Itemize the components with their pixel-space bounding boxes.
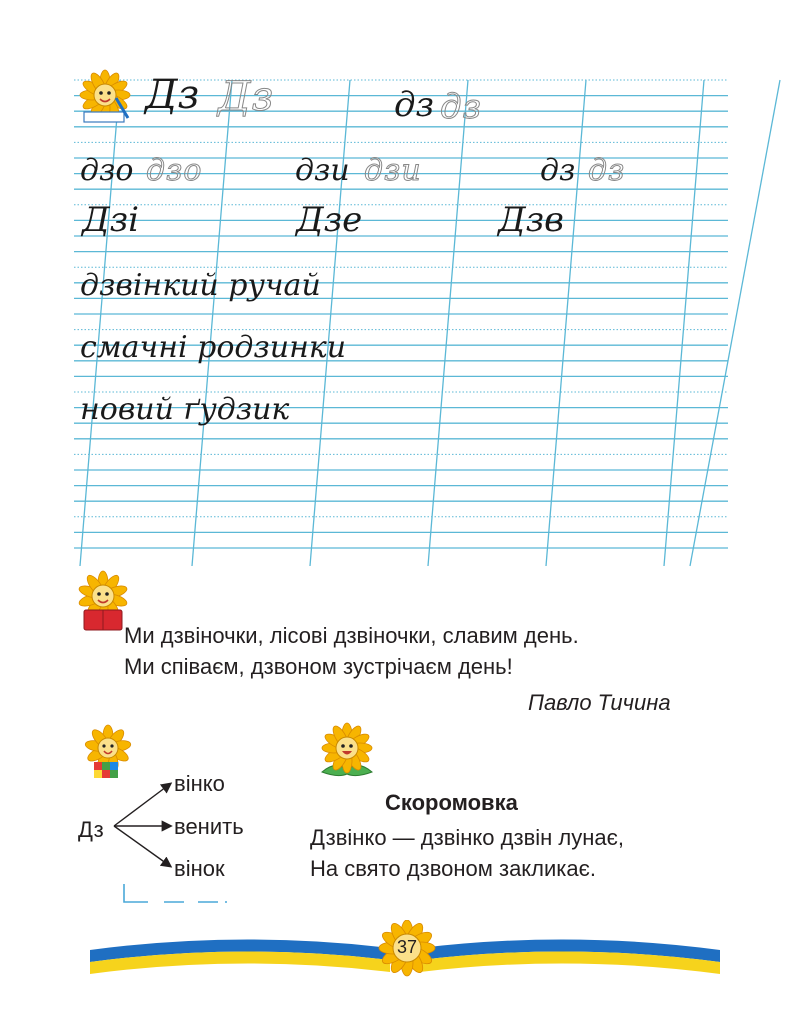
trace-syllable-3: дз (588, 153, 626, 188)
trace-letter-big: Дз (218, 74, 275, 120)
tongue-twister-line-2: На свято дзвоном закликає. (310, 856, 596, 881)
tongue-twister-line-1: Дзвінко — дзвінко дзвін лунає, (310, 825, 624, 850)
word-branch-3: вінок (174, 856, 225, 881)
ruling-line (690, 80, 780, 566)
cursive-row3-2: Дзе (296, 200, 363, 240)
sunflower-writing-icon (76, 68, 134, 126)
cursive-phrase-3: новий ґудзик (80, 392, 290, 427)
sunflower-cube-icon (80, 724, 136, 784)
poem-line-1: Ми дзвіночки, лісові дзвіночки, славим день. (124, 623, 579, 648)
cursive-phrase-1: дзвінкий ручай (80, 268, 321, 303)
word-blank-lines (120, 882, 232, 906)
cursive-row3-3: Дзв (498, 200, 564, 240)
word-branch-2: венить (174, 814, 244, 839)
cursive-syllable-3: дз (540, 153, 576, 188)
trace-syllable-1: дзо (146, 153, 203, 188)
trace-syllable-2: дзи (364, 153, 422, 188)
cursive-phrase-2: смачні родзинки (80, 330, 347, 365)
word-root: Дз (78, 817, 104, 842)
cursive-pair: дз (394, 85, 435, 125)
cursive-row3-1: Дзі (82, 200, 140, 240)
word-tree-arrows (110, 776, 180, 876)
page-number: 37 (396, 937, 418, 957)
word-branch-1: вінко (174, 771, 225, 796)
cursive-letter-big: Дз (145, 72, 200, 118)
poem-line-2: Ми співаєм, дзвоном зустрічаєм день! (124, 654, 513, 679)
trace-pair: дз (440, 87, 483, 127)
cursive-syllable-1: дзо (80, 153, 134, 188)
ruling-line (428, 80, 468, 566)
sunflower-smile-icon (316, 722, 378, 782)
poem-author: Павло Тичина (528, 690, 671, 715)
ruling-line (664, 80, 704, 566)
tongue-twister-title: Скоромовка (385, 790, 518, 815)
cursive-syllable-2: дзи (295, 153, 350, 188)
